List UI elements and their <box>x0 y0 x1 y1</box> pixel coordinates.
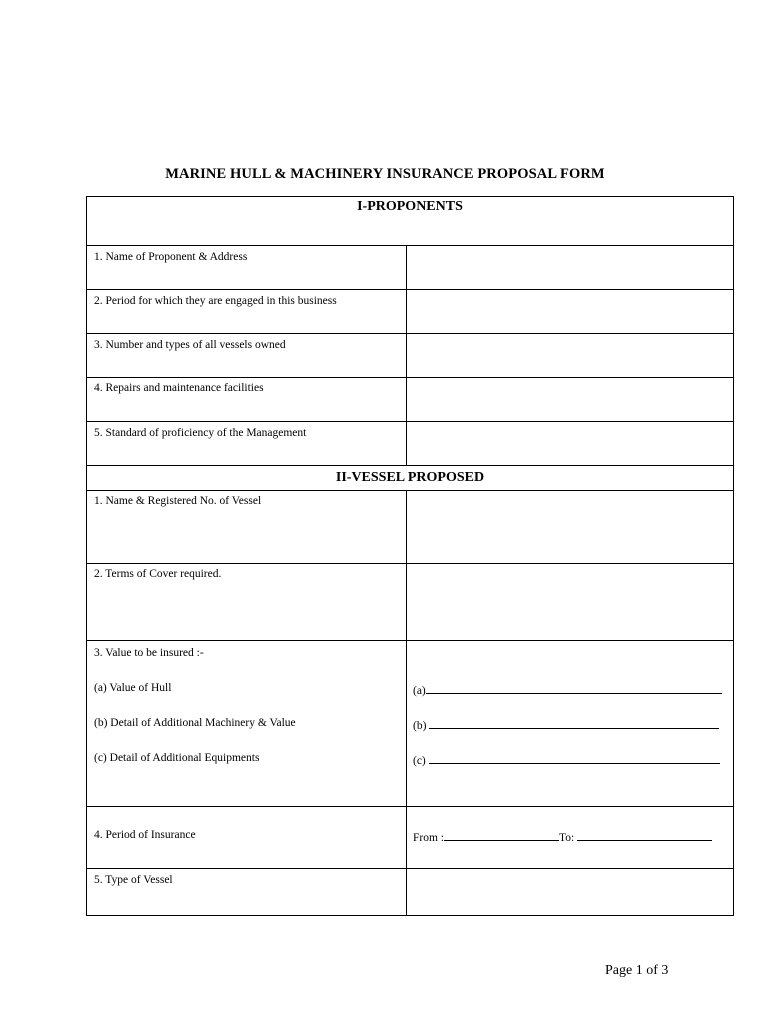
field-label: 5. Standard of proficiency of the Management <box>94 427 307 439</box>
field-label-cell <box>87 246 407 289</box>
table-row <box>87 421 733 465</box>
insurance-period-line[interactable] <box>413 829 712 844</box>
field-label-cell <box>87 290 407 333</box>
section-heading: II-VESSEL PROPOSED <box>335 470 485 485</box>
blank-line <box>429 752 720 764</box>
field-label-cell <box>87 334 407 377</box>
insurance-period-cell <box>407 807 733 868</box>
table-row <box>87 563 733 640</box>
table-row <box>87 333 733 377</box>
proponent-address-field[interactable] <box>407 246 733 289</box>
field-label-cell <box>87 807 407 868</box>
field-label: 1. Name of Proponent & Address <box>94 251 248 263</box>
proposal-form-table <box>86 196 734 916</box>
equipment-value-line[interactable] <box>413 752 720 767</box>
from-label: From : <box>413 832 444 844</box>
field-label: (c) Detail of Additional Equipments <box>94 752 260 764</box>
field-label: 3. Number and types of all vessels owned <box>94 339 286 351</box>
engagement-period-field[interactable] <box>407 290 733 333</box>
vessels-owned-field[interactable] <box>407 334 733 377</box>
table-row <box>87 377 733 421</box>
field-label: 2. Period for which they are engaged in this business <box>94 295 337 307</box>
blank-line <box>426 682 722 694</box>
machinery-value-line[interactable] <box>413 717 719 732</box>
management-proficiency-field[interactable] <box>407 422 733 465</box>
cover-terms-field[interactable] <box>407 564 733 640</box>
field-label: 2. Terms of Cover required. <box>94 568 222 580</box>
table-row <box>87 640 733 806</box>
field-label: (a) Value of Hull <box>94 682 172 694</box>
blank-line <box>429 717 719 729</box>
field-label-cell <box>87 491 407 563</box>
table-row <box>87 868 733 915</box>
table-row <box>87 289 733 333</box>
to-label: To: <box>559 832 575 844</box>
field-label: 1. Name & Registered No. of Vessel <box>94 495 262 507</box>
table-row <box>87 490 733 563</box>
table-row <box>87 245 733 289</box>
field-label: 3. Value to be insured :- <box>94 647 204 659</box>
field-label: 4. Period of Insurance <box>94 829 196 841</box>
field-prefix: (c) <box>413 755 426 767</box>
from-blank[interactable] <box>444 829 559 841</box>
to-blank[interactable] <box>577 829 712 841</box>
vessel-type-field[interactable] <box>407 869 733 915</box>
vessel-name-field[interactable] <box>407 491 733 563</box>
section-vessel-header <box>87 465 733 490</box>
field-label: 5. Type of Vessel <box>94 874 173 886</box>
field-label-cell <box>87 869 407 915</box>
hull-value-line[interactable] <box>413 682 722 697</box>
table-row <box>87 806 733 868</box>
section-proponents-header <box>87 197 733 245</box>
repairs-facilities-field[interactable] <box>407 378 733 421</box>
page-number: Page 1 of 3 <box>605 963 669 978</box>
field-label-cell <box>87 641 407 806</box>
field-prefix: (b) <box>413 720 427 732</box>
field-label: 4. Repairs and maintenance facilities <box>94 382 264 394</box>
field-prefix: (a) <box>413 685 426 697</box>
form-title: MARINE HULL & MACHINERY INSURANCE PROPOSAL FORM <box>165 166 605 182</box>
field-label-cell <box>87 422 407 465</box>
section-heading: I-PROPONENTS <box>357 199 463 214</box>
field-label-cell <box>87 564 407 640</box>
value-insured-cell <box>407 641 733 806</box>
field-label-cell <box>87 378 407 421</box>
field-label: (b) Detail of Additional Machinery & Value <box>94 717 296 729</box>
